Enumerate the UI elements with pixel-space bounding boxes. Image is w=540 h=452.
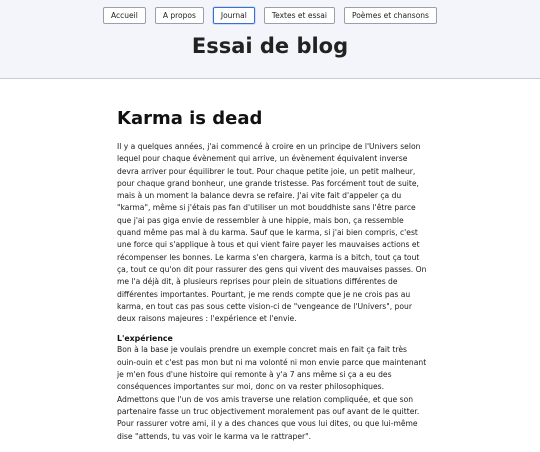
nav-link-a-propos[interactable]: A propos — [155, 7, 204, 24]
section-paragraph-experience: Bon à la base je voulais prendre un exemple concret mais en fait ça fait très ouin-ouin et c'est pas mon but ni ma volonté ni mon envie parce que maintenant je m'en fous d'une histoire qui remonte à y'a 7 ans même si ça a eu des conséquences importantes sur moi, donc on va rester philosophiques. Admettons que l'un de vos amis traverse une relation compliquée, et que son partenaire fasse un truc objectivement moralement pas ouf avant de le quitter. Pour rassurer votre ami, il y a des chances que vous lui dites, ou que lui-même dise "attends, tu vas voir le karma va le rattraper". — [117, 345, 427, 441]
nav-link-journal[interactable]: Journal — [213, 7, 255, 24]
article — [117, 108, 427, 452]
section-heading-experience: L'expérience — [117, 334, 173, 344]
article-intro-paragraph: Il y a quelques années, j'ai commencé à croire en un principe de l'Univers selon lequel pour chaque évènement qui arrive, un évènement équivalent inverse devra arriver pour équilibrer le tout. Pour chaque petite joie, un petit malheur, pour chaque grand bonheur, une grande tristesse. Pas forcément tout de suite, mais à un moment la balance devra se refaire. J'ai vite fait d'appeler ça du "karma", même si j'étais pas fan d'utiliser un mot bouddhiste sans l'être parce que j'ai pas giga envie de ressembler à une hippie, mais bon, ça ressemble quand même pas mal à du karma. Sauf que le karma, si j'ai bien compris, c'est une force qui s'applique à tous et qui vient faire payer les mauvaises actions et récompenser les bonnes. Le karma s'en chargera, karma is a bitch, tout ça tout ça, tout ce qu'on dit pour rassurer des gens qui vivent des mauvaises passes. On me l'a déjà dit, à plusieurs reprises pour plein de situations différentes de différentes importantes. Pourtant, je me rends compte que je ne crois pas au karma, en tout cas pas sous cette vision-ci de "vengeance de l'Univers", pour deux raisons majeures : l'expérience et l'envie. — [117, 142, 427, 324]
nav-link-accueil[interactable]: Accueil — [103, 7, 146, 24]
nav-link-poemes-et-chansons[interactable]: Poèmes et chansons — [344, 7, 437, 24]
main-nav — [0, 7, 540, 24]
site-header — [0, 0, 540, 79]
article-title: Karma is dead — [117, 108, 263, 129]
site-title: Essai de blog — [191, 34, 349, 58]
nav-link-textes-et-essai[interactable]: Textes et essai — [264, 7, 335, 24]
